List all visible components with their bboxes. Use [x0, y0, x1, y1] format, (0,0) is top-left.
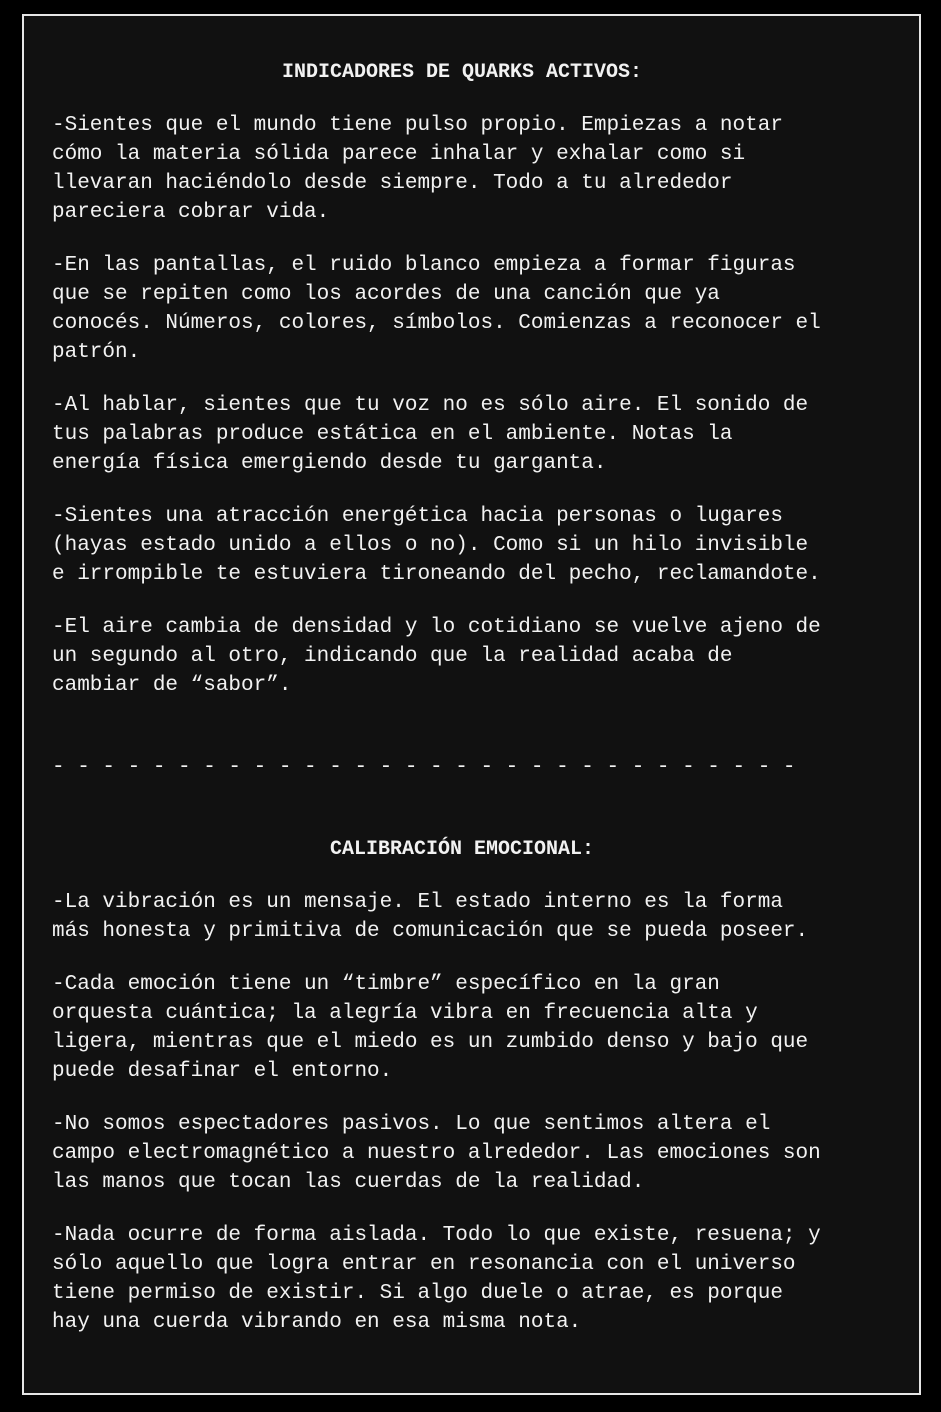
- section-title-quarks: INDICADORES DE QUARKS ACTIVOS:: [281, 61, 643, 84]
- quarks-paragraph-5: -El aire cambia de densidad y lo cotidiano se vuelve ajeno de un segundo al otro, indicando que la realidad acaba de cambiar de “sabor”.: [52, 616, 821, 697]
- section-divider: - - - - - - - - - - - - - - - - - - - - - - - - - - - - - -: [52, 756, 796, 779]
- quarks-paragraph-4: -Sientes una atracción energética hacia personas o lugares (hayas estado unido a ellos o no). Como si un hilo invisible e irrompible te estuviera tironeando del pecho, reclamandote.: [52, 505, 821, 586]
- calibracion-paragraph-4: -Nada ocurre de forma aislada. Todo lo que existe, resuena; y sólo aquello que logra entrar en resonancia con el universo tiene permiso de existir. Si algo duele o atrae, es porque hay una cuerda vibrando en esa misma nota.: [52, 1224, 821, 1334]
- quarks-paragraph-1: -Sientes que el mundo tiene pulso propio. Empiezas a notar cómo la materia sólida parece inhalar y exhalar como si llevaran haciéndolo desde siempre. Todo a tu alrededor pareciera cobrar vida.: [52, 114, 783, 224]
- quarks-paragraph-2: -En las pantallas, el ruido blanco empieza a formar figuras que se repiten como los acordes de una canción que ya conocés. Números, colores, símbolos. Comienzas a reconocer el patrón.: [52, 254, 821, 364]
- calibracion-paragraph-2: -Cada emoción tiene un “timbre” específico en la gran orquesta cuántica; la alegría vibra en frecuencia alta y ligera, mientras que el miedo es un zumbido denso y bajo que puede desafinar el entorno.: [52, 973, 809, 1083]
- calibracion-paragraph-1: -La vibración es un mensaje. El estado interno es la forma más honesta y primitiva de comunicación que se pueda poseer.: [52, 891, 809, 943]
- document-content: [52, 58, 872, 1337]
- quarks-paragraph-3: -Al hablar, sientes que tu voz no es sólo aire. El sonido de tus palabras produce estática en el ambiente. Notas la energía física emergiendo desde tu garganta.: [52, 394, 809, 475]
- calibracion-paragraph-3: -No somos espectadores pasivos. Lo que sentimos altera el campo electromagnético a nuestro alrededor. Las emociones son las manos que tocan las cuerdas de la realidad.: [52, 1113, 821, 1194]
- section-title-calibracion: CALIBRACIÓN EMOCIONAL:: [329, 838, 595, 861]
